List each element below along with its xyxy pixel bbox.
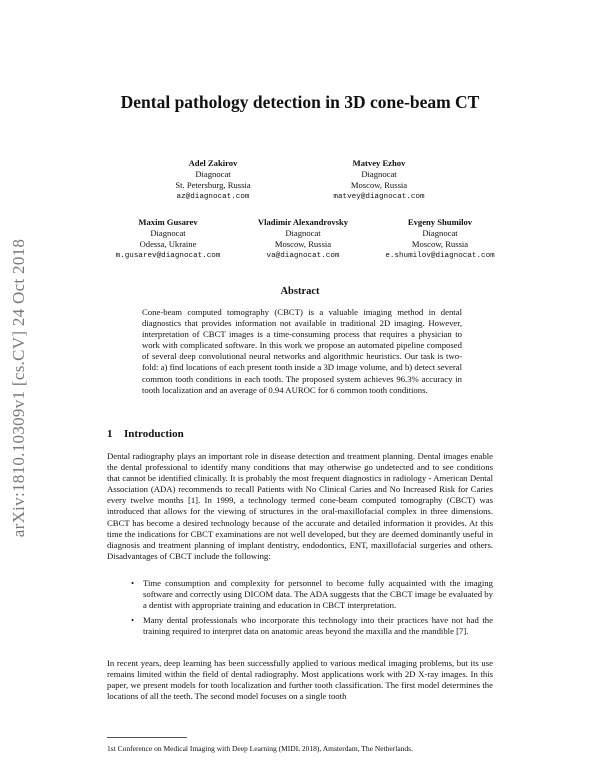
author-email[interactable]: m.gusarev@diagnocat.com [115, 251, 221, 260]
author-location: Moscow, Russia [350, 180, 408, 191]
bullet-icon: • [131, 578, 135, 588]
author-block [238, 217, 368, 262]
author-block [104, 217, 232, 262]
author-block [370, 217, 510, 262]
author-email[interactable]: e.shumilov@diagnocat.com [385, 251, 495, 260]
author-name: Matvey Ezhov [352, 158, 406, 168]
footnote-rule [107, 737, 187, 738]
author-email[interactable]: va@diagnocat.com [266, 251, 340, 260]
author-affiliation: Diagnocat [150, 228, 186, 239]
author-location: Moscow, Russia [274, 239, 332, 250]
section-title: Introduction [124, 428, 184, 440]
bullet-icon: • [131, 615, 135, 626]
author-affiliation: Diagnocat [422, 228, 458, 239]
author-affiliation: Diagnocat [285, 228, 321, 239]
list-item [131, 578, 493, 611]
paper-title: Dental pathology detection in 3D cone-beam CT [120, 92, 480, 112]
list-item-text: Time consumption and complexity for personnel to become fully acquainted with the imaging software and correctly using DICOM data. The ADA suggests that the CBCT image be evaluated by a dentist with appropriate training and education in CBCT interpretation. [143, 578, 493, 611]
author-block [316, 158, 442, 203]
author-location: Moscow, Russia [411, 239, 469, 250]
author-email[interactable]: az@diagnocat.com [176, 192, 250, 201]
abstract-heading: Abstract [280, 286, 320, 297]
author-name: Adel Zakirov [188, 158, 238, 168]
author-block [150, 158, 276, 203]
list-item [131, 615, 493, 637]
arxiv-identifier-text: arXiv:1810.10309v1 [cs.CV] 24 Oct 2018 [9, 238, 29, 538]
arxiv-identifier [7, 208, 31, 568]
section-number: 1 [107, 428, 113, 440]
author-name: Vladimir Alexandrovsky [257, 217, 349, 227]
intro-paragraph-2: In recent years, deep learning has been successfully applied to various medical imaging problems, but its use remains limited within the field of dental radiography. Most applications work with 2D X-ray images. In this paper, we present models for tooth localization and further tooth classification. The first model determines the locations of all the teeth. The second model focuses on a single tooth [107, 658, 493, 702]
list-item-text: Many dental professionals who incorporate this technology into their practices have not had the training required to interpret data on anatomic areas beyond the maxilla and the mandible [7]. [143, 615, 493, 637]
intro-paragraph-1: Dental radiography plays an important role in disease detection and treatment planning. Dental images enable the dental professional to identify many conditions that may otherwise go undetected and to see conditions that cannot be identified clinically. It is probably the most frequent diagnostics in radiology - American Dental Association (ADA) recommends to recall Patients with No Clinical Caries and No Increased Risk for Caries every twelve months [1]. In 1999, a technology termed cone-beam computed tomography (CBCT) was introduced that allows for the viewing of structures in the oral-maxillofacial complex in three dimensions. CBCT has become a desired technology because of the accurate and detailed information it provides. At this time the indications for CBCT examinations are not well developed, but they are deemed dominantly useful in diagnosis and treatment planning of implant dentistry, endodontics, ENT, maxillofacial surgeries and others. Disadvantages of CBCT include the following: [107, 451, 493, 561]
author-name: Maxim Gusarev [138, 217, 198, 227]
section-heading [107, 428, 184, 440]
author-location: Odessa, Ukraine [139, 239, 197, 250]
conference-footnote: 1st Conference on Medical Imaging with Deep Learning (MIDL 2018), Amsterdam, The Netherlands. [107, 744, 413, 753]
abstract-text: Cone-beam computed tomography (CBCT) is a valuable imaging method in dental diagnostics that provides information not available in traditional 2D imaging. However, interpretation of CBCT images is a time-consuming process that requires a physician to work with complicated software. In this work we propose an automated pipeline composed of several deep convolutional neural networks and algorithmic heuristics. Our task is two-fold: a) find locations of each present tooth inside a 3D image volume, and b) detect several common tooth conditions in each tooth. The proposed system achieves 96.3% accuracy in tooth localization and an average of 0.94 AUROC for 6 common tooth conditions. [142, 307, 462, 395]
author-email[interactable]: matvey@diagnocat.com [333, 192, 425, 201]
author-name: Evgeny Shumilov [407, 217, 473, 227]
disadvantages-list [131, 578, 493, 641]
author-location: St. Petersburg, Russia [175, 180, 251, 191]
author-affiliation: Diagnocat [361, 169, 397, 180]
author-affiliation: Diagnocat [195, 169, 231, 180]
